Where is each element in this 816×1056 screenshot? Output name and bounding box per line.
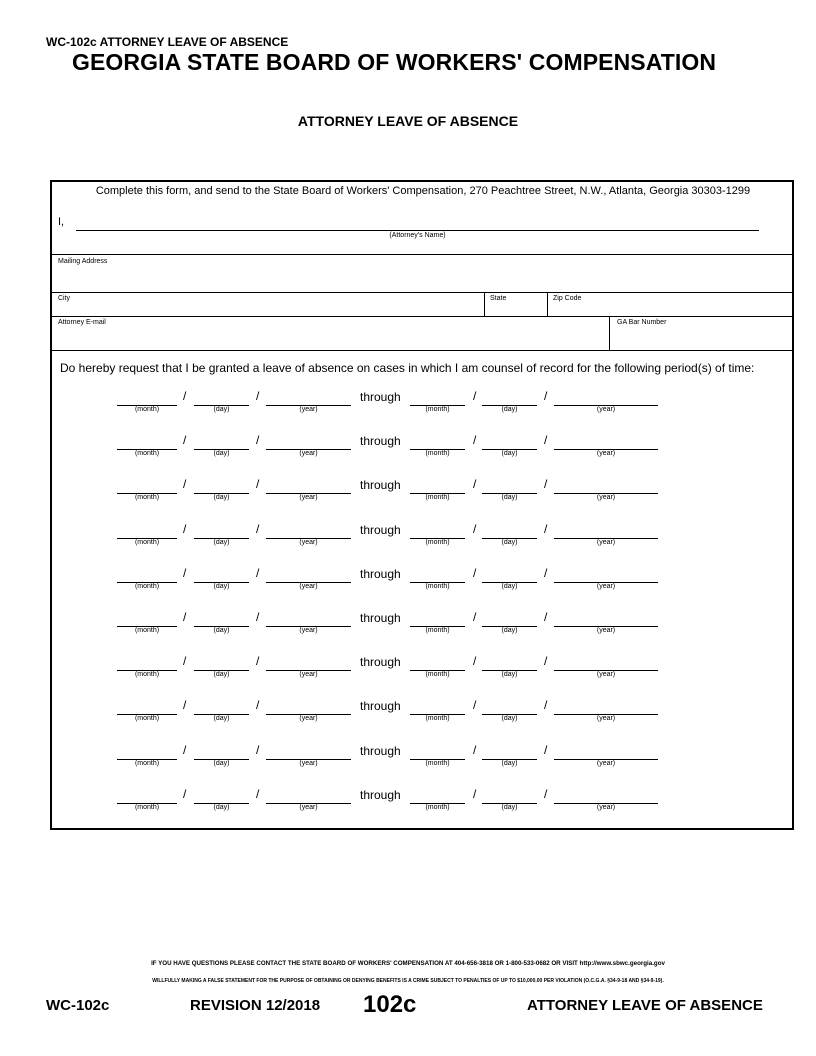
attorney-email-field[interactable]: [52, 316, 608, 350]
start-day-caption: (day): [213, 406, 230, 413]
start-year-caption: (year): [299, 715, 318, 723]
start-day-caption: (day): [213, 715, 230, 723]
date-separator: /: [473, 654, 477, 669]
footer-big-code: 102c: [363, 991, 417, 1018]
date-period-row: [0, 566, 816, 606]
end-day-caption: (day): [501, 803, 518, 811]
date-period-row: [0, 743, 816, 783]
date-separator: /: [473, 786, 477, 801]
ga-bar-number-field[interactable]: [610, 316, 794, 350]
date-separator: /: [183, 565, 187, 580]
end-day-caption: (day): [501, 494, 518, 502]
start-year-caption: (year): [299, 582, 318, 590]
date-period-row: [0, 698, 816, 738]
date-period-row: [0, 610, 816, 650]
start-month-caption: (month): [134, 803, 160, 811]
attorney-name-field[interactable]: [76, 230, 759, 231]
end-year-caption: (year): [596, 671, 616, 679]
date-separator: /: [473, 389, 477, 403]
date-separator: /: [256, 654, 260, 669]
date-separator: /: [473, 565, 477, 580]
date-separator: /: [544, 698, 548, 713]
start-day-caption: (day): [213, 494, 230, 502]
start-day-caption: (day): [213, 627, 230, 634]
date-separator: /: [544, 654, 548, 669]
date-separator: /: [256, 521, 260, 536]
date-separator: /: [544, 477, 548, 492]
start-day-caption: (day): [213, 803, 230, 811]
footer-title: ATTORNEY LEAVE OF ABSENCE: [527, 997, 763, 1014]
start-year-caption: (year): [299, 759, 318, 767]
state-label: State: [490, 295, 507, 302]
end-month-caption: (month): [425, 406, 450, 413]
date-separator: /: [473, 433, 477, 448]
end-year-caption: (year): [596, 450, 616, 458]
date-separator: /: [544, 786, 548, 801]
date-period-row: [0, 654, 816, 694]
date-separator: /: [544, 521, 548, 536]
end-month-caption: (month): [425, 671, 450, 679]
date-separator: /: [473, 477, 477, 492]
end-day-caption: (day): [501, 538, 518, 546]
date-separator: /: [183, 742, 187, 757]
date-separator: /: [183, 521, 187, 536]
end-month-caption: (month): [425, 450, 450, 458]
through-label: through: [360, 434, 401, 449]
date-separator: /: [256, 786, 260, 801]
start-year-caption: (year): [299, 627, 318, 634]
date-period-row: [0, 433, 816, 473]
form-instruction: Complete this form, and send to the State Board of Workers' Compensation, 270 Peachtree Street, N.W., Atlanta, Georgia 30303-1299: [95, 185, 751, 197]
date-separator: /: [473, 521, 477, 536]
through-label: through: [360, 478, 401, 493]
page-title: ATTORNEY LEAVE OF ABSENCE: [297, 113, 519, 129]
through-label: through: [360, 522, 401, 537]
through-label: through: [360, 699, 401, 714]
city-label: City: [58, 295, 71, 302]
through-label: through: [360, 787, 401, 802]
start-month-caption: (month): [134, 715, 160, 723]
start-month-caption: (month): [134, 759, 160, 767]
board-title: GEORGIA STATE BOARD OF WORKERS' COMPENSATION: [72, 49, 717, 75]
end-month-caption: (month): [425, 759, 450, 767]
date-separator: /: [544, 610, 548, 624]
end-day-caption: (day): [501, 715, 518, 723]
end-year-caption: (year): [596, 627, 616, 634]
start-month-caption: (month): [134, 494, 160, 502]
zip-code-field[interactable]: [548, 292, 794, 316]
date-period-row: [0, 522, 816, 562]
start-month-caption: (month): [134, 450, 160, 458]
start-year-caption: (year): [299, 671, 318, 679]
request-statement: Do hereby request that I be granted a leave of absence on cases in which I am counsel of record for the following period(s) of time:: [60, 361, 755, 375]
date-separator: /: [183, 477, 187, 492]
end-day-caption: (day): [501, 627, 518, 634]
date-separator: /: [256, 698, 260, 713]
date-period-row: [0, 787, 816, 827]
date-separator: /: [473, 742, 477, 757]
start-year-caption: (year): [299, 538, 318, 546]
date-separator: /: [256, 389, 260, 403]
start-day-caption: (day): [213, 671, 230, 679]
attorney-email-label: Attorney E-mail: [58, 319, 106, 326]
through-label: through: [360, 655, 401, 670]
through-label: through: [360, 390, 401, 404]
start-month-caption: (month): [134, 627, 160, 634]
i-label: I,: [58, 216, 65, 228]
end-year-caption: (year): [596, 759, 616, 767]
start-day-caption: (day): [213, 582, 230, 590]
end-month-caption: (month): [425, 627, 450, 634]
start-month-caption: (month): [134, 538, 160, 546]
date-separator: /: [473, 698, 477, 713]
end-year-caption: (year): [596, 803, 616, 811]
date-separator: /: [183, 654, 187, 669]
end-month-caption: (month): [425, 715, 450, 723]
start-day-caption: (day): [213, 759, 230, 767]
date-separator: /: [183, 433, 187, 448]
date-separator: /: [544, 565, 548, 580]
through-label: through: [360, 566, 401, 581]
end-year-caption: (year): [596, 538, 616, 546]
end-day-caption: (day): [501, 450, 518, 458]
attorney-name-caption: (Attorney's Name): [389, 232, 446, 239]
start-year-caption: (year): [299, 494, 318, 502]
start-year-caption: (year): [299, 406, 318, 413]
footer-revision: REVISION 12/2018: [190, 997, 321, 1014]
date-separator: /: [256, 565, 260, 580]
start-day-caption: (day): [213, 450, 230, 458]
end-year-caption: (year): [596, 406, 616, 413]
date-separator: /: [256, 433, 260, 448]
date-separator: /: [183, 786, 187, 801]
end-day-caption: (day): [501, 406, 518, 413]
date-separator: /: [544, 742, 548, 757]
date-period-row: [0, 389, 816, 429]
end-year-caption: (year): [596, 582, 616, 590]
penalty-warning: WILLFULLY MAKING A FALSE STATEMENT FOR THE PURPOSE OF OBTAINING OR DENYING BENEFITS IS A CRIME SUBJECT TO PENALTIES OF UP TO $10,000.00 PER VIOLATION (O.C.G.A. §34-9-18 AND §34-9-19).: [152, 978, 664, 984]
end-year-caption: (year): [596, 494, 616, 502]
start-year-caption: (year): [299, 450, 318, 458]
state-field[interactable]: [485, 292, 546, 316]
start-month-caption: (month): [134, 406, 160, 413]
contact-notice: IF YOU HAVE QUESTIONS PLEASE CONTACT THE STATE BOARD OF WORKERS' COMPENSATION AT 404-656-3818 OR 1-800-533-0682 OR VISIT http://www.sbwc.georgia.gov: [151, 960, 665, 967]
mailing-address-field[interactable]: [52, 254, 794, 292]
date-separator: /: [544, 389, 548, 403]
end-day-caption: (day): [501, 759, 518, 767]
end-year-caption: (year): [596, 715, 616, 723]
zip-code-label: Zip Code: [553, 295, 582, 302]
end-day-caption: (day): [501, 671, 518, 679]
date-separator: /: [183, 698, 187, 713]
date-period-row: [0, 477, 816, 517]
end-month-caption: (month): [425, 582, 450, 590]
date-separator: /: [256, 610, 260, 624]
end-month-caption: (month): [425, 494, 450, 502]
footer-form-code: WC-102c: [46, 997, 110, 1014]
divider: [52, 350, 794, 351]
date-separator: /: [256, 742, 260, 757]
end-month-caption: (month): [425, 538, 450, 546]
date-separator: /: [256, 477, 260, 492]
mailing-address-label: Mailing Address: [58, 258, 108, 265]
end-day-caption: (day): [501, 582, 518, 590]
through-label: through: [360, 743, 401, 758]
start-month-caption: (month): [134, 671, 160, 679]
date-separator: /: [473, 610, 477, 624]
city-field[interactable]: [52, 292, 483, 316]
form-code-title: WC-102c ATTORNEY LEAVE OF ABSENCE: [46, 35, 289, 49]
start-year-caption: (year): [299, 803, 318, 811]
date-separator: /: [183, 389, 187, 403]
start-day-caption: (day): [213, 538, 230, 546]
ga-bar-number-label: GA Bar Number: [617, 319, 667, 326]
start-month-caption: (month): [134, 582, 160, 590]
end-month-caption: (month): [425, 803, 450, 811]
date-separator: /: [183, 610, 187, 624]
date-separator: /: [544, 433, 548, 448]
through-label: through: [360, 611, 401, 625]
